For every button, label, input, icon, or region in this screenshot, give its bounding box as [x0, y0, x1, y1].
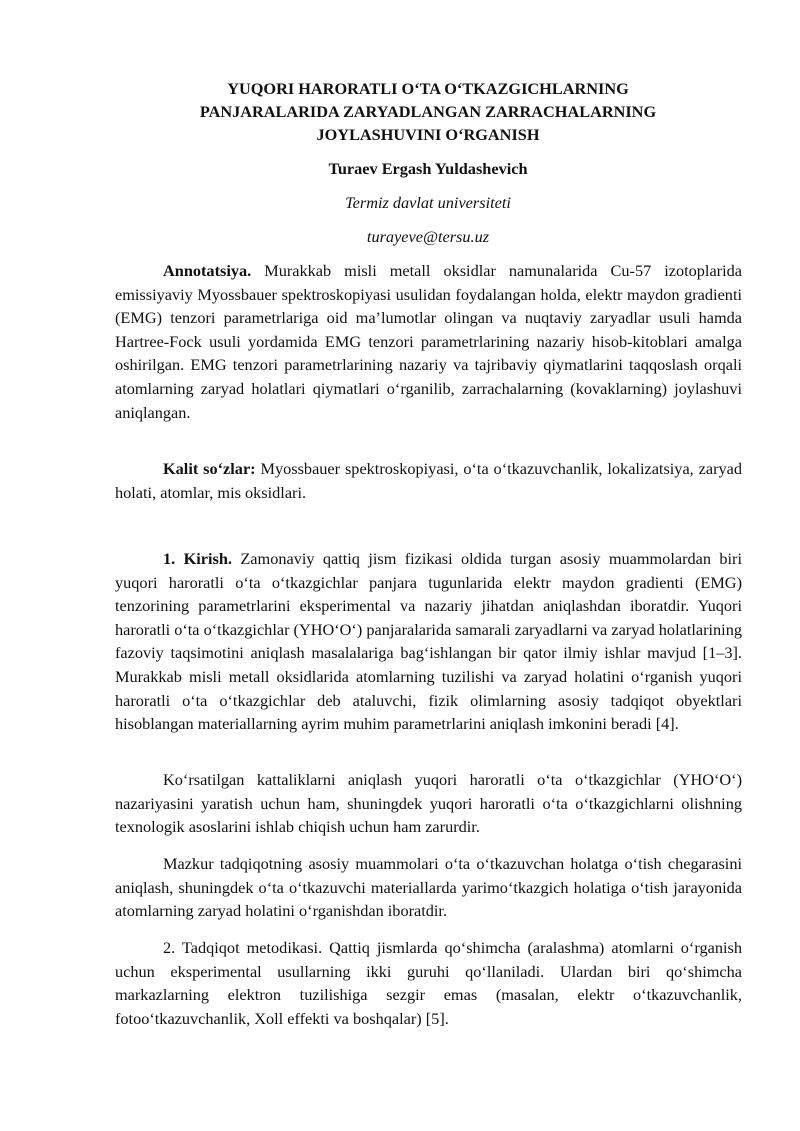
title-line: YUQORI HARORATLI O‘TA O‘TKAZGICHLARNING: [227, 79, 629, 98]
introduction-heading: 1. Kirish.: [163, 549, 232, 568]
body-paragraph: Ko‘rsatilgan kattaliklarni aniqlash yuqori haroratli o‘ta o‘tkazgichlar (YHO‘O‘) nazariyasini yaratish uchun ham, shuningdek yuqori haroratli o‘ta o‘tkazgichlarni olishning texnologik asoslarini ishlab chiqish uchun ham zarurdir.: [115, 770, 742, 837]
abstract-paragraph: [115, 259, 742, 424]
methodology-paragraph: 2. Tadqiqot metodikasi. Qattiq jismlarda qo‘shimcha (aralashma) atomlarni o‘rganish uchun eksperimental usullarning ikki guruhi qo‘llaniladi. Ulardan biri qo‘shimcha markazlarning elektron tuzilishiga sezgir emas (masalan, elektr o‘tkazuvchanlik, fotoo‘tkazuvchanlik, Xoll effekti va boshqalar) [5].: [115, 938, 742, 1028]
introduction-paragraph: [115, 547, 742, 736]
affiliation: Termiz davlat universiteti: [345, 193, 511, 212]
body-paragraph: Mazkur tadqiqotning asosiy muammolari o‘ta o‘tkazuvchan holatga o‘tish chegarasini aniqlash, shuningdek o‘ta o‘tkazuvchi materiallarda yarimo‘tkazgich holatiga o‘tish jarayonida atomlarning zaryad holatini o‘rganishdan iboratdir.: [115, 854, 742, 921]
introduction-text: Zamonaviy qattiq jism fizikasi oldida turgan asosiy muammolardan biri yuqori haroratli o‘ta o‘tkazgichlar panjara tugunlarida elektr maydon gradienti (EMG) tenzorining parametrlarini eksperimental va nazariy jihatdan aniqlashdan iboratdir. Yuqori haroratli o‘ta o‘tkazgichlar (YHO‘O‘) panjaralarida samarali zaryadlarni va zaryad holatlarining fazoviy taqsimotini aniqlash masalalariga bag‘ishlangan bir qator ilmiy ishlar mavjud [1–3]. Murakkab misli metall oksidlarida atomlarning tuzilishi va zaryad holatini o‘rganish yuqori haroratli o‘ta o‘tkazgichlar deb ataluvchi, fizik olimlarning asosiy tadqiqot obyektlari hisoblangan materiallarning ayrim muhim parametrlarini aniqlash imkonini beradi [4].: [115, 549, 742, 734]
keywords-paragraph: [115, 457, 742, 504]
paper-title: [100, 77, 756, 146]
keywords-label: Kalit so‘zlar:: [163, 459, 256, 478]
author-name: Turaev Ergash Yuldashevich: [328, 159, 528, 178]
title-line: JOYLASHUVINI O‘RGANISH: [316, 125, 540, 144]
abstract-text: Murakkab misli metall oksidlar namunalarida Cu-57 izotoplarida emissiyaviy Myossbauer spektroskopiyasi usulidan foydalangan holda, elektr maydon gradienti (EMG) tenzori parametrlariga oid ma’lumotlar olingan va nuqtaviy zaryadlar usuli hamda Hartree-Fock usuli yordamida EMG tenzori parametrlarining nazariy hisob-kitoblari amalga oshirilgan. EMG tenzori parametrlarining nazariy va tajribaviy qiymatlarini taqqoslash orqali atomlarning zaryad holatlari qiymatlari o‘rganilib, zarrachalarning (kovaklarning) joylashuvi aniqlangan.: [115, 261, 742, 422]
abstract-label: Annotatsiya.: [163, 261, 252, 280]
author-email: turayeve@tersu.uz: [366, 227, 490, 246]
keywords-text: Myossbauer spektroskopiyasi, o‘ta o‘tkazuvchanlik, lokalizatsiya, zaryad holati, atomlar, mis oksidlari.: [115, 459, 743, 502]
title-line: PANJARALARIDA ZARYADLANGAN ZARRACHALARNING: [199, 102, 657, 121]
